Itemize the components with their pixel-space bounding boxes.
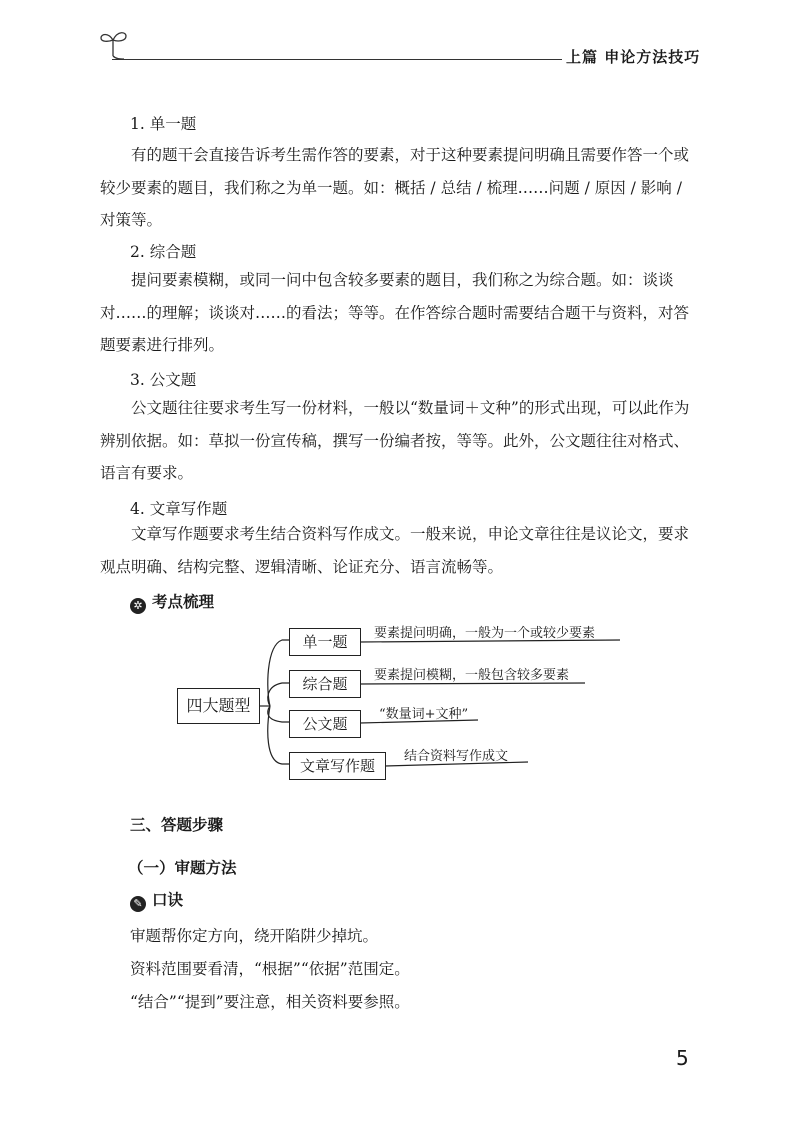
mindmap-desc-4: 结合资料写作成文 — [404, 749, 509, 764]
page-number: 5 — [676, 1046, 689, 1070]
koujue-icon: ✎ — [130, 896, 146, 912]
item-2-title: 2. 综合题 — [130, 243, 197, 261]
item-3-title: 3. 公文题 — [130, 371, 197, 389]
kaodian-title: 考点梳理 — [152, 593, 215, 611]
item-1-body: 有的题干会直接告诉考生需作答的要素，对于这种要素提问明确且需要作答一个或较少要素的题目，我们称之为单一题。如：概括 / 总结 / 梳理……问题 / 原因 / 影响 / 对策等。 — [100, 146, 690, 229]
gear-icon: ✲ — [130, 598, 146, 614]
section-3-title: 三、答题步骤 — [130, 816, 224, 834]
item-4-body: 文章写作题要求考生结合资料写作成文。一般来说，申论文章往往是议论文，要求观点明确、结构完整、逻辑清晰、论证充分、语言流畅等。 — [100, 525, 690, 576]
mindmap-desc-3: “数量词+文种” — [379, 707, 469, 722]
koujue-line-2: 资料范围要看清，“根据”“依据”范围定。 — [130, 960, 410, 978]
item-3-body: 公文题往往要求考生写一份材料，一般以“数量词＋文种”的形式出现，可以此作为辨别依据。如：草拟一份宣传稿，撰写一份编者按，等等。此外，公文题往往对格式、语言有要求。 — [100, 399, 690, 482]
mindmap-desc-1: 要素提问明确，一般为一个或较少要素 — [374, 626, 596, 641]
item-1-title: 1. 单一题 — [130, 115, 197, 133]
item-4-title: 4. 文章写作题 — [130, 500, 228, 518]
mindmap-branch-2: 综合题 — [289, 670, 361, 698]
subsection-1-title: （一）审题方法 — [128, 859, 237, 877]
koujue-line-3: “结合”“提到”要注意，相关资料要参照。 — [130, 993, 410, 1011]
mindmap-branch-4: 文章写作题 — [289, 752, 386, 780]
mindmap-desc-2: 要素提问模糊，一般包含较多要素 — [374, 668, 570, 683]
header-title: 上篇 申论方法技巧 — [566, 48, 701, 66]
koujue-line-1: 审题帮你定方向，绕开陷阱少掉坑。 — [130, 927, 379, 945]
koujue-title: 口诀 — [152, 891, 184, 909]
mindmap-branch-3: 公文题 — [289, 710, 361, 738]
mindmap-root: 四大题型 — [177, 688, 260, 724]
item-2-body: 提问要素模糊，或同一问中包含较多要素的题目，我们称之为综合题。如：谈谈对……的理解；谈谈对……的看法；等等。在作答综合题时需要结合题干与资料，对答题要素进行排列。 — [100, 271, 690, 354]
mindmap-branch-1: 单一题 — [289, 628, 361, 656]
koujue-heading — [130, 888, 183, 912]
